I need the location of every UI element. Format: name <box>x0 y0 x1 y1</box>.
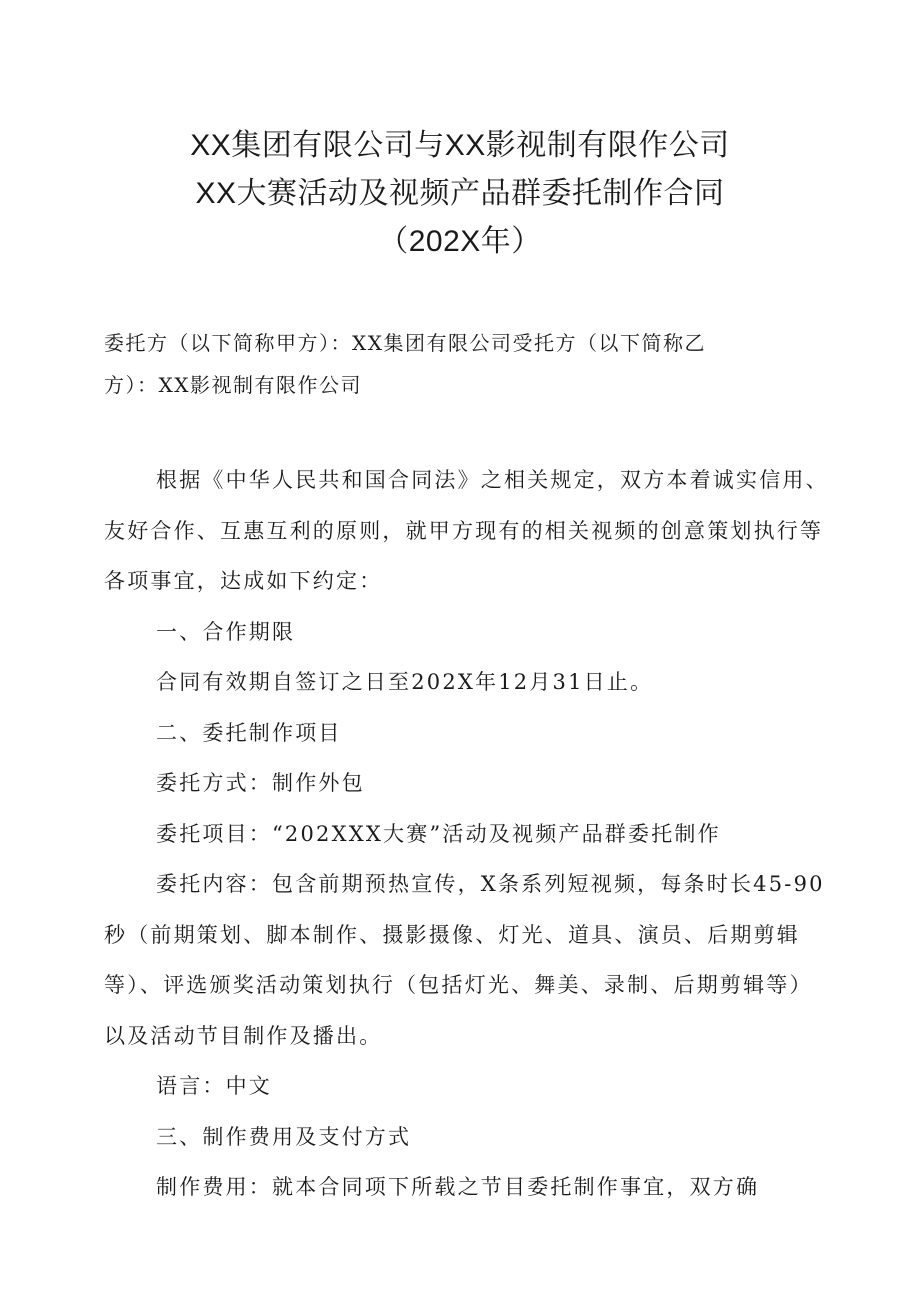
entrust-content: 委托内容：包含前期预热宣传，X条系列短视频，每条时长45-90秒（前期策划、脚本制作、摄影摄像、灯光、道具、演员、后期剪辑等）、评选颁奖活动策划执行（包括灯光、舞美、录制、后期剪辑等）以及活动节目制作及播出。 <box>104 872 825 1048</box>
section-2-heading: 二、委托制作项目 <box>156 720 342 745</box>
parties-line-1: 委托方（以下简称甲方）：XX集团有限公司受托方（以下简称乙 <box>104 331 706 355</box>
entrust-project: 委托项目：“202XXX大赛”活动及视频产品群委托制作 <box>156 821 721 846</box>
fee-text: 制作费用：就本合同项下所载之节目委托制作事宜，双方确 <box>156 1175 760 1199</box>
title-line-2: XX大赛活动及视频产品群委托制作合同 <box>195 177 725 210</box>
section-1-text: 合同有效期自签订之日至202X年12月31日止。 <box>156 670 654 694</box>
contract-body <box>104 455 834 1213</box>
title-line-1: XX集团有限公司与XX影视制有限作公司 <box>190 129 730 162</box>
parties-line-2: 方）：XX影视制有限作公司 <box>104 373 362 397</box>
parties-block <box>104 322 774 406</box>
section-3-heading: 三、制作费用及支付方式 <box>156 1124 412 1149</box>
document-title <box>0 122 920 266</box>
intro-paragraph: 根据《中华人民共和国合同法》之相关规定，双方本着诚实信用、友好合作、互惠互利的原则，就甲方现有的相关视频的创意策划执行等各项事宜，达成如下约定： <box>104 468 829 593</box>
language-line: 语言：中文 <box>156 1074 272 1098</box>
title-line-3: （202X年） <box>378 225 542 258</box>
entrust-method: 委托方式：制作外包 <box>156 771 365 795</box>
section-1-heading: 一、合作期限 <box>156 619 296 644</box>
